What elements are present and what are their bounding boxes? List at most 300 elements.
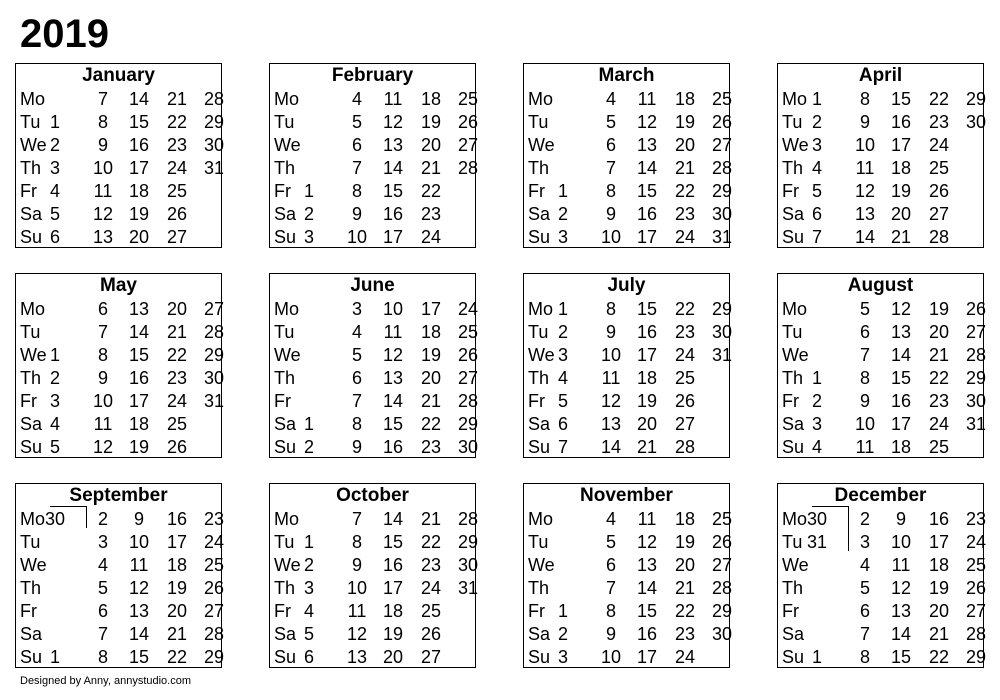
day-number: 1 bbox=[303, 181, 314, 201]
weekday-label: Th bbox=[274, 578, 296, 598]
day-number: 20 bbox=[674, 555, 696, 575]
weekday-row-fr bbox=[270, 600, 475, 623]
day-number: 23 bbox=[203, 509, 225, 529]
day-number: 24 bbox=[420, 578, 442, 598]
weekday-label: Mo bbox=[20, 509, 46, 529]
month-name: April bbox=[858, 65, 903, 86]
day-number: 17 bbox=[128, 158, 150, 178]
day-number: 18 bbox=[636, 368, 658, 388]
day-number: 15 bbox=[636, 601, 658, 621]
day-number: 10 bbox=[346, 227, 368, 247]
day-number: 25 bbox=[965, 555, 987, 575]
weekday-row-fr bbox=[778, 600, 987, 623]
day-number: 19 bbox=[928, 578, 950, 598]
day-number: 29 bbox=[457, 532, 479, 552]
day-number: 3 bbox=[859, 532, 870, 552]
weekday-row-sa bbox=[524, 413, 729, 436]
day-number: 1 bbox=[557, 181, 568, 201]
weekday-label: We bbox=[20, 345, 47, 365]
weekday-label: Mo bbox=[782, 509, 808, 529]
day-number: 15 bbox=[128, 112, 150, 132]
day-number: 11 bbox=[601, 368, 621, 388]
weekday-label: We bbox=[20, 555, 47, 575]
day-number: 12 bbox=[890, 299, 912, 319]
day-number: 29 bbox=[203, 112, 225, 132]
day-number: 1 bbox=[303, 532, 314, 552]
weekday-row-we bbox=[270, 134, 479, 157]
day-number: 23 bbox=[674, 204, 696, 224]
weekday-label: Fr bbox=[274, 181, 291, 201]
day-number: 6 bbox=[557, 414, 568, 434]
weekday-row-fr bbox=[524, 390, 729, 413]
day-number: 21 bbox=[166, 322, 188, 342]
day-number: 23 bbox=[928, 112, 950, 132]
month-july bbox=[523, 273, 733, 458]
day-number: 17 bbox=[382, 578, 404, 598]
weekday-label: Tu bbox=[20, 112, 41, 132]
month-january bbox=[15, 63, 225, 248]
day-number: 19 bbox=[128, 437, 150, 457]
weekday-row-th bbox=[16, 157, 225, 180]
day-number: 30 bbox=[711, 204, 733, 224]
day-number: 11 bbox=[637, 509, 657, 529]
weekday-label: Fr bbox=[782, 391, 799, 411]
day-number: 20 bbox=[420, 368, 442, 388]
day-number: 1 bbox=[557, 299, 568, 319]
day-number: 21 bbox=[420, 391, 442, 411]
weekday-label: Su bbox=[528, 437, 551, 457]
weekday-row-tu bbox=[778, 321, 987, 344]
weekday-label: Tu bbox=[528, 112, 549, 132]
day-number: 4 bbox=[811, 437, 822, 457]
day-number: 5 bbox=[605, 112, 616, 132]
weekday-label: Sa bbox=[528, 624, 551, 644]
weekday-row-mo bbox=[524, 508, 733, 531]
day-number: 26 bbox=[965, 578, 987, 598]
weekday-label: Fr bbox=[782, 181, 799, 201]
day-number: 29 bbox=[965, 89, 987, 109]
day-number: 6 bbox=[49, 227, 60, 247]
weekday-label: We bbox=[528, 345, 555, 365]
day-number: 8 bbox=[859, 89, 870, 109]
day-number: 20 bbox=[928, 601, 950, 621]
day-number: 28 bbox=[203, 322, 225, 342]
weekday-row-mo bbox=[524, 88, 733, 111]
day-number: 15 bbox=[890, 647, 912, 667]
day-number: 26 bbox=[965, 299, 987, 319]
weekday-label: Th bbox=[20, 368, 42, 388]
month-name: June bbox=[350, 275, 395, 296]
weekday-label: Th bbox=[528, 368, 550, 388]
weekday-label: Sa bbox=[782, 204, 805, 224]
weekday-row-we bbox=[524, 344, 733, 367]
day-number: 17 bbox=[382, 227, 404, 247]
day-number: 21 bbox=[674, 578, 696, 598]
weekday-row-mo bbox=[270, 88, 479, 111]
weekday-label: Su bbox=[782, 437, 805, 457]
day-number: 28 bbox=[457, 158, 479, 178]
day-number: 24 bbox=[674, 227, 696, 247]
weekday-row-tu bbox=[778, 531, 987, 554]
day-number: 22 bbox=[420, 532, 442, 552]
day-number: 17 bbox=[636, 345, 658, 365]
weekday-label: We bbox=[274, 135, 301, 155]
day-number: 7 bbox=[351, 391, 362, 411]
day-number: 9 bbox=[97, 368, 108, 388]
day-number: 2 bbox=[859, 509, 870, 529]
day-number: 5 bbox=[605, 532, 616, 552]
day-number: 19 bbox=[382, 624, 404, 644]
weekday-label: Sa bbox=[274, 414, 297, 434]
day-number: 3 bbox=[557, 227, 568, 247]
day-number: 21 bbox=[890, 227, 912, 247]
weekday-row-we bbox=[16, 344, 225, 367]
day-number: 1 bbox=[49, 112, 60, 132]
weekday-label: Su bbox=[782, 647, 805, 667]
day-number: 28 bbox=[928, 227, 950, 247]
weekday-label: Fr bbox=[528, 391, 545, 411]
weekday-row-fr bbox=[524, 600, 733, 623]
weekday-label: We bbox=[782, 345, 809, 365]
weekday-label: Sa bbox=[274, 204, 297, 224]
weekday-label: Fr bbox=[20, 181, 37, 201]
day-number: 30 bbox=[44, 509, 66, 529]
weekday-row-we bbox=[16, 554, 225, 577]
day-number: 9 bbox=[859, 112, 870, 132]
day-number: 10 bbox=[854, 135, 876, 155]
day-number: 30 bbox=[203, 135, 225, 155]
day-number: 26 bbox=[166, 204, 188, 224]
day-number: 2 bbox=[303, 204, 314, 224]
day-number: 23 bbox=[965, 509, 987, 529]
day-number: 21 bbox=[674, 158, 696, 178]
weekday-label: Mo bbox=[528, 509, 554, 529]
month-name: October bbox=[336, 485, 409, 506]
day-number: 27 bbox=[203, 601, 225, 621]
day-number: 22 bbox=[166, 345, 188, 365]
day-number: 3 bbox=[557, 345, 568, 365]
day-number: 17 bbox=[420, 299, 442, 319]
day-number: 7 bbox=[811, 227, 822, 247]
day-number: 5 bbox=[811, 181, 822, 201]
day-number: 25 bbox=[928, 437, 950, 457]
weekday-row-tu bbox=[778, 111, 987, 134]
weekday-row-th bbox=[16, 577, 225, 600]
day-number: 19 bbox=[420, 345, 442, 365]
day-number: 13 bbox=[600, 414, 622, 434]
day-number: 17 bbox=[890, 135, 912, 155]
weekday-row-mo bbox=[778, 88, 987, 111]
weekday-row-su bbox=[778, 646, 987, 669]
day-number: 23 bbox=[420, 437, 442, 457]
day-number: 8 bbox=[605, 601, 616, 621]
month-name: August bbox=[847, 275, 914, 296]
day-number: 18 bbox=[890, 158, 912, 178]
day-number: 14 bbox=[636, 158, 658, 178]
day-number: 1 bbox=[49, 345, 60, 365]
day-number: 12 bbox=[890, 578, 912, 598]
day-number: 4 bbox=[97, 555, 108, 575]
day-number: 31 bbox=[457, 578, 479, 598]
day-number: 3 bbox=[557, 647, 568, 667]
day-number: 13 bbox=[854, 204, 876, 224]
weekday-row-we bbox=[524, 554, 733, 577]
day-number: 30 bbox=[711, 322, 733, 342]
day-number: 25 bbox=[166, 414, 188, 434]
day-number: 3 bbox=[351, 299, 362, 319]
weekday-label: Su bbox=[274, 437, 297, 457]
weekday-label: Mo bbox=[528, 89, 554, 109]
day-number: 25 bbox=[420, 601, 442, 621]
day-number: 24 bbox=[420, 227, 442, 247]
day-number: 12 bbox=[636, 532, 658, 552]
weekday-row-th bbox=[524, 577, 733, 600]
month-name: March bbox=[598, 65, 655, 86]
weekday-row-we bbox=[524, 134, 733, 157]
day-number: 29 bbox=[965, 647, 987, 667]
day-number: 28 bbox=[965, 624, 987, 644]
day-number: 28 bbox=[711, 578, 733, 598]
day-number: 12 bbox=[600, 391, 622, 411]
day-number: 17 bbox=[928, 532, 950, 552]
day-number: 23 bbox=[420, 555, 442, 575]
day-number: 2 bbox=[303, 437, 314, 457]
weekday-row-mo bbox=[16, 88, 225, 111]
day-number: 29 bbox=[203, 647, 225, 667]
day-number: 16 bbox=[166, 509, 188, 529]
day-number: 11 bbox=[93, 414, 113, 434]
weekday-row-fr bbox=[778, 180, 983, 203]
weekday-row-th bbox=[778, 367, 987, 390]
day-number: 25 bbox=[674, 368, 696, 388]
day-number: 19 bbox=[420, 112, 442, 132]
day-number: 14 bbox=[382, 509, 404, 529]
day-number: 14 bbox=[636, 578, 658, 598]
weekday-row-tu bbox=[16, 321, 225, 344]
weekday-label: Fr bbox=[274, 601, 291, 621]
day-number: 27 bbox=[166, 227, 188, 247]
day-number: 10 bbox=[600, 227, 622, 247]
day-number: 16 bbox=[128, 135, 150, 155]
day-number: 7 bbox=[859, 624, 870, 644]
day-number: 24 bbox=[674, 345, 696, 365]
day-number: 26 bbox=[711, 532, 733, 552]
day-number: 5 bbox=[859, 299, 870, 319]
day-number: 15 bbox=[382, 414, 404, 434]
weekday-row-su bbox=[778, 436, 983, 459]
weekday-row-we bbox=[778, 134, 983, 157]
day-number: 17 bbox=[128, 391, 150, 411]
day-number: 27 bbox=[711, 135, 733, 155]
weekday-label: We bbox=[20, 135, 47, 155]
month-name: December bbox=[834, 485, 927, 506]
day-number: 19 bbox=[636, 391, 658, 411]
day-number: 20 bbox=[166, 299, 188, 319]
day-number: 4 bbox=[859, 555, 870, 575]
day-number: 14 bbox=[128, 624, 150, 644]
day-number: 14 bbox=[890, 345, 912, 365]
day-number: 1 bbox=[811, 89, 822, 109]
day-number: 6 bbox=[605, 555, 616, 575]
day-number: 15 bbox=[128, 345, 150, 365]
weekday-label: Th bbox=[20, 158, 42, 178]
month-name: May bbox=[100, 275, 137, 296]
day-number: 22 bbox=[420, 414, 442, 434]
weekday-label: Th bbox=[274, 158, 296, 178]
day-number: 31 bbox=[203, 158, 225, 178]
day-number: 15 bbox=[890, 89, 912, 109]
weekday-row-tu bbox=[524, 531, 733, 554]
weekday-label: Su bbox=[528, 227, 551, 247]
day-number: 10 bbox=[128, 532, 150, 552]
day-number: 18 bbox=[890, 437, 912, 457]
day-number: 2 bbox=[811, 391, 822, 411]
day-number: 1 bbox=[811, 647, 822, 667]
day-number: 4 bbox=[303, 601, 314, 621]
day-number: 24 bbox=[965, 532, 987, 552]
weekday-row-sa bbox=[524, 203, 733, 226]
month-name: January bbox=[82, 65, 155, 86]
day-number: 7 bbox=[351, 509, 362, 529]
day-number: 3 bbox=[97, 532, 108, 552]
day-number: 12 bbox=[382, 345, 404, 365]
weekday-label: Su bbox=[782, 227, 805, 247]
day-number: 30 bbox=[806, 509, 828, 529]
weekday-row-sa bbox=[270, 413, 479, 436]
weekday-row-su bbox=[16, 646, 225, 669]
day-number: 27 bbox=[674, 414, 696, 434]
day-number: 31 bbox=[965, 414, 987, 434]
day-number: 20 bbox=[636, 414, 658, 434]
day-number: 21 bbox=[928, 624, 950, 644]
weekday-row-su bbox=[778, 226, 983, 249]
day-number: 2 bbox=[811, 112, 822, 132]
day-number: 18 bbox=[166, 555, 188, 575]
day-number: 26 bbox=[711, 112, 733, 132]
weekday-label: Sa bbox=[782, 414, 805, 434]
day-number: 10 bbox=[600, 647, 622, 667]
month-april bbox=[777, 63, 987, 248]
day-number: 15 bbox=[128, 647, 150, 667]
day-number: 8 bbox=[97, 647, 108, 667]
day-number: 25 bbox=[711, 509, 733, 529]
month-name: November bbox=[580, 485, 673, 506]
day-number: 7 bbox=[97, 624, 108, 644]
day-number: 30 bbox=[965, 112, 987, 132]
day-number: 13 bbox=[128, 299, 150, 319]
credit-text: Designed by Anny, annystudio.com bbox=[20, 675, 192, 687]
weekday-row-sa bbox=[270, 623, 475, 646]
day-number: 30 bbox=[203, 368, 225, 388]
day-number: 5 bbox=[49, 204, 60, 224]
day-number: 3 bbox=[303, 578, 314, 598]
day-number: 23 bbox=[674, 322, 696, 342]
weekday-row-fr bbox=[16, 390, 225, 413]
month-february bbox=[269, 63, 479, 248]
day-number: 16 bbox=[890, 112, 912, 132]
month-september bbox=[15, 483, 225, 668]
weekday-row-mo bbox=[524, 298, 733, 321]
day-number: 25 bbox=[928, 158, 950, 178]
month-december bbox=[777, 483, 987, 668]
weekday-row-sa bbox=[778, 203, 983, 226]
day-number: 5 bbox=[49, 437, 60, 457]
weekday-row-tu bbox=[16, 111, 225, 134]
weekday-label: Mo bbox=[274, 299, 300, 319]
day-number: 1 bbox=[49, 647, 60, 667]
day-number: 29 bbox=[711, 299, 733, 319]
day-number: 16 bbox=[636, 204, 658, 224]
day-number: 7 bbox=[859, 345, 870, 365]
day-number: 7 bbox=[97, 322, 108, 342]
weekday-label: Fr bbox=[20, 601, 37, 621]
day-number: 20 bbox=[382, 647, 404, 667]
day-number: 11 bbox=[855, 158, 875, 178]
day-number: 12 bbox=[128, 578, 150, 598]
weekday-row-tu bbox=[270, 111, 479, 134]
day-number: 18 bbox=[928, 555, 950, 575]
day-number: 28 bbox=[203, 89, 225, 109]
day-number: 17 bbox=[166, 532, 188, 552]
month-october bbox=[269, 483, 479, 668]
weekday-row-tu bbox=[270, 321, 479, 344]
weekday-label: Mo bbox=[20, 299, 46, 319]
weekday-label: We bbox=[782, 555, 809, 575]
day-number: 28 bbox=[711, 158, 733, 178]
day-number: 2 bbox=[303, 555, 314, 575]
weekday-label: Th bbox=[20, 578, 42, 598]
weekday-row-sa bbox=[778, 413, 987, 436]
day-number: 2 bbox=[49, 368, 60, 388]
day-number: 6 bbox=[351, 368, 362, 388]
day-number: 13 bbox=[636, 135, 658, 155]
day-number: 14 bbox=[854, 227, 876, 247]
weekday-label: Tu bbox=[528, 322, 549, 342]
weekday-label: Th bbox=[274, 368, 296, 388]
weekday-label: Sa bbox=[20, 624, 43, 644]
day-number: 7 bbox=[557, 437, 568, 457]
day-number: 9 bbox=[97, 135, 108, 155]
day-number: 4 bbox=[605, 509, 616, 529]
weekday-row-fr bbox=[270, 390, 479, 413]
weekday-label: Sa bbox=[20, 414, 43, 434]
day-number: 19 bbox=[128, 204, 150, 224]
day-number: 10 bbox=[92, 391, 114, 411]
day-number: 9 bbox=[605, 322, 616, 342]
day-number: 18 bbox=[128, 414, 150, 434]
day-number: 16 bbox=[928, 509, 950, 529]
weekday-row-th bbox=[270, 577, 479, 600]
day-number: 22 bbox=[674, 299, 696, 319]
day-number: 5 bbox=[303, 624, 314, 644]
weekday-label: Mo bbox=[274, 89, 300, 109]
day-number: 27 bbox=[457, 368, 479, 388]
month-name: February bbox=[331, 65, 414, 86]
weekday-row-su bbox=[16, 226, 221, 249]
day-number: 22 bbox=[166, 112, 188, 132]
day-number: 27 bbox=[965, 322, 987, 342]
month-august bbox=[777, 273, 987, 458]
day-number: 13 bbox=[92, 227, 114, 247]
day-number: 14 bbox=[890, 624, 912, 644]
day-number: 16 bbox=[128, 368, 150, 388]
day-number: 5 bbox=[351, 112, 362, 132]
day-number: 11 bbox=[383, 322, 403, 342]
day-number: 16 bbox=[636, 624, 658, 644]
weekday-label: Th bbox=[782, 578, 804, 598]
weekday-label: Th bbox=[528, 578, 550, 598]
day-number: 27 bbox=[420, 647, 442, 667]
